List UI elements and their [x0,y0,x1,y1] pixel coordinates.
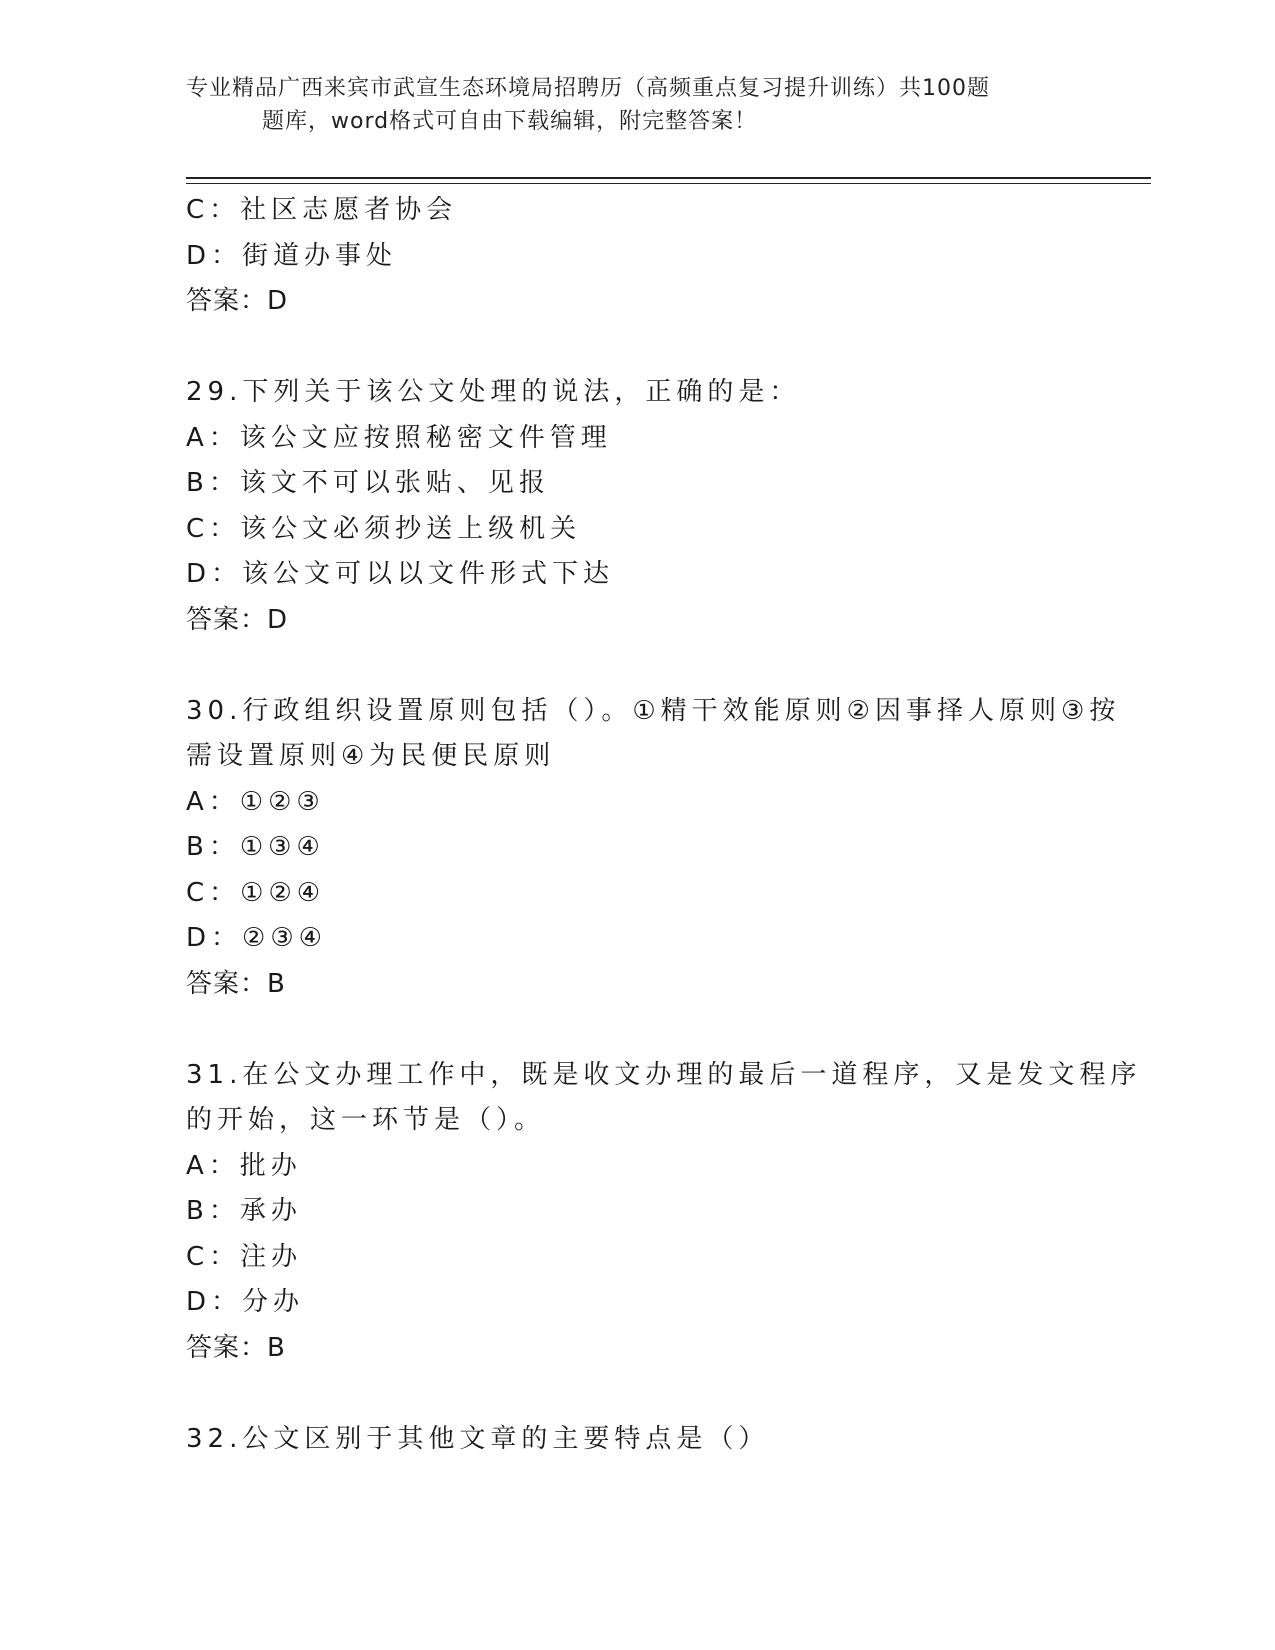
page-header [186,72,1066,138]
question-30-text-line-2: 需设置原则④为民便民原则 [186,741,556,771]
header-title-line-2: 题库，word格式可自由下载编辑，附完整答案！ [262,109,758,134]
question-29-text: 29.下列关于该公文处理的说法，正确的是： [186,377,801,407]
option-a-text: A：批办 [186,1150,302,1181]
question-31-text-line-1: 31.在公文办理工作中，既是收文办理的最后一道程序，又是发文程序 [186,1059,1142,1090]
question-31-text-line-2: 的开始，这一环节是（）。 [186,1105,546,1135]
header-divider-thin [186,183,1151,184]
spacer [186,643,1086,689]
option-c-text: C：注办 [186,1241,303,1272]
spacer [186,1371,1086,1417]
option-b-text: B：该文不可以张贴、见报 [186,468,550,498]
answer-text: 答案：B [186,1332,286,1363]
answer-text: 答案：D [186,604,289,635]
option-d-text: D：分办 [186,1287,305,1317]
option-b-text: B：承办 [186,1196,302,1226]
answer-text: 答案：B [186,968,286,999]
option-d-text: D：②③④ [186,923,327,953]
spacer [186,325,1086,371]
option-a-text: A：①②③ [186,786,325,817]
option-c-text: C：①②④ [186,877,326,908]
question-32-text: 32.公文区别于其他文章的主要特点是（） [186,1423,770,1454]
option-b-text: B：①③④ [186,832,325,862]
header-title-line-1: 专业精品广西来宾市武宣生态环境局招聘历（高频重点复习提升训练）共100题 [186,76,990,101]
question-content [186,188,1142,1462]
option-d-text: D：街道办事处 [186,240,398,271]
option-c-text: C：该公文必须抄送上级机关 [186,513,582,544]
question-30-text-line-1: 30.行政组织设置原则包括（）。①精干效能原则②因事择人原则③按 [186,695,1121,726]
answer-text: 答案：D [186,286,289,316]
option-c-text: C：社区志愿者协会 [186,195,458,225]
header-divider-thick [186,177,1151,179]
option-a-text: A：该公文应按照秘密文件管理 [186,422,612,453]
option-d-text: D：该公文可以以文件形式下达 [186,559,615,589]
spacer [186,1007,1086,1053]
